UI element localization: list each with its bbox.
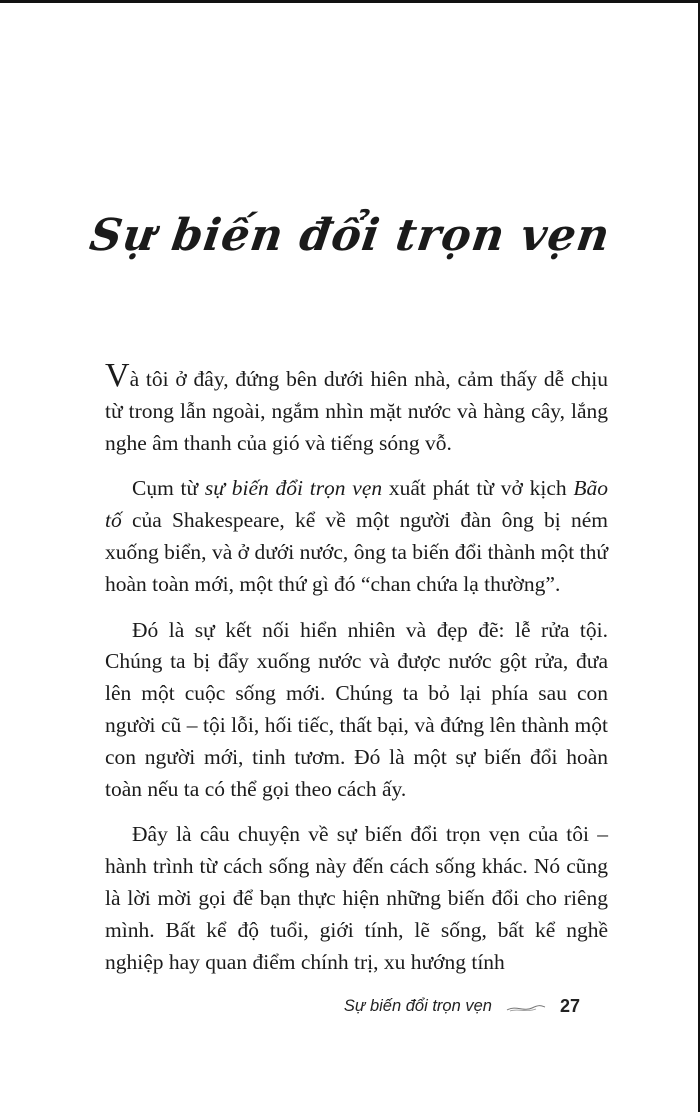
- paragraph-4: Đây là câu chuyện về sự biến đổi trọn vẹn của tôi – hành trình từ cách sống này đến cách sống khác. Nó cũng là lời mời gọi để bạn thực hiện những biến đổi cho riêng mình. Bất kể độ tuổi, giới tính, lẽ sống, bất kể nghề nghiệp hay quan điểm chính trị, xu hướng tính: [105, 822, 608, 974]
- wave-swash-icon: [506, 1001, 546, 1013]
- paragraph-2-part-c: của Shakespeare, kể về một người đàn ông bị ném xuống biển, và ở dưới nước, ông ta biến đổi thành một thứ hoàn toàn mới, một thứ gì đó “chan chứa lạ thường”.: [105, 508, 608, 596]
- running-head: Sự biến đổi trọn vẹn: [343, 997, 492, 1015]
- body-text: [105, 357, 608, 992]
- chapter-title: Sự biến đổi trọn vẹn: [86, 210, 614, 261]
- page-footer: [344, 996, 580, 1017]
- paragraph-1: [105, 357, 608, 459]
- paragraph-3: Đó là sự kết nối hiển nhiên và đẹp đẽ: lễ rửa tội. Chúng ta bị đẩy xuống nước và được nước gột rửa, đưa lên một cuộc sống mới. Chúng ta bỏ lại phía sau con người cũ – tội lỗi, hối tiếc, thất bại, và đứng lên thành một con người mới, tinh tươm. Đó là một sự biến đổi hoàn toàn nếu ta có thể gọi theo cách ấy.: [105, 617, 608, 801]
- paragraph-1-text: à tôi ở đây, đứng bên dưới hiên nhà, cảm thấy dễ chịu từ trong lẫn ngoài, ngắm nhìn mặt nước và hàng cây, lắng nghe âm thanh của gió và tiếng sóng vỗ.: [105, 367, 608, 455]
- phrase-italic: sự biến đổi trọn vẹn: [204, 476, 383, 501]
- page-number: 27: [559, 996, 580, 1016]
- paragraph-2-part-a: Cụm từ: [132, 476, 205, 501]
- paragraph-2-part-b: xuất phát từ vở kịch: [382, 476, 574, 501]
- play-title-italic: Bão tố: [105, 476, 608, 533]
- paragraph-2: [105, 473, 608, 600]
- drop-cap: V: [105, 357, 130, 394]
